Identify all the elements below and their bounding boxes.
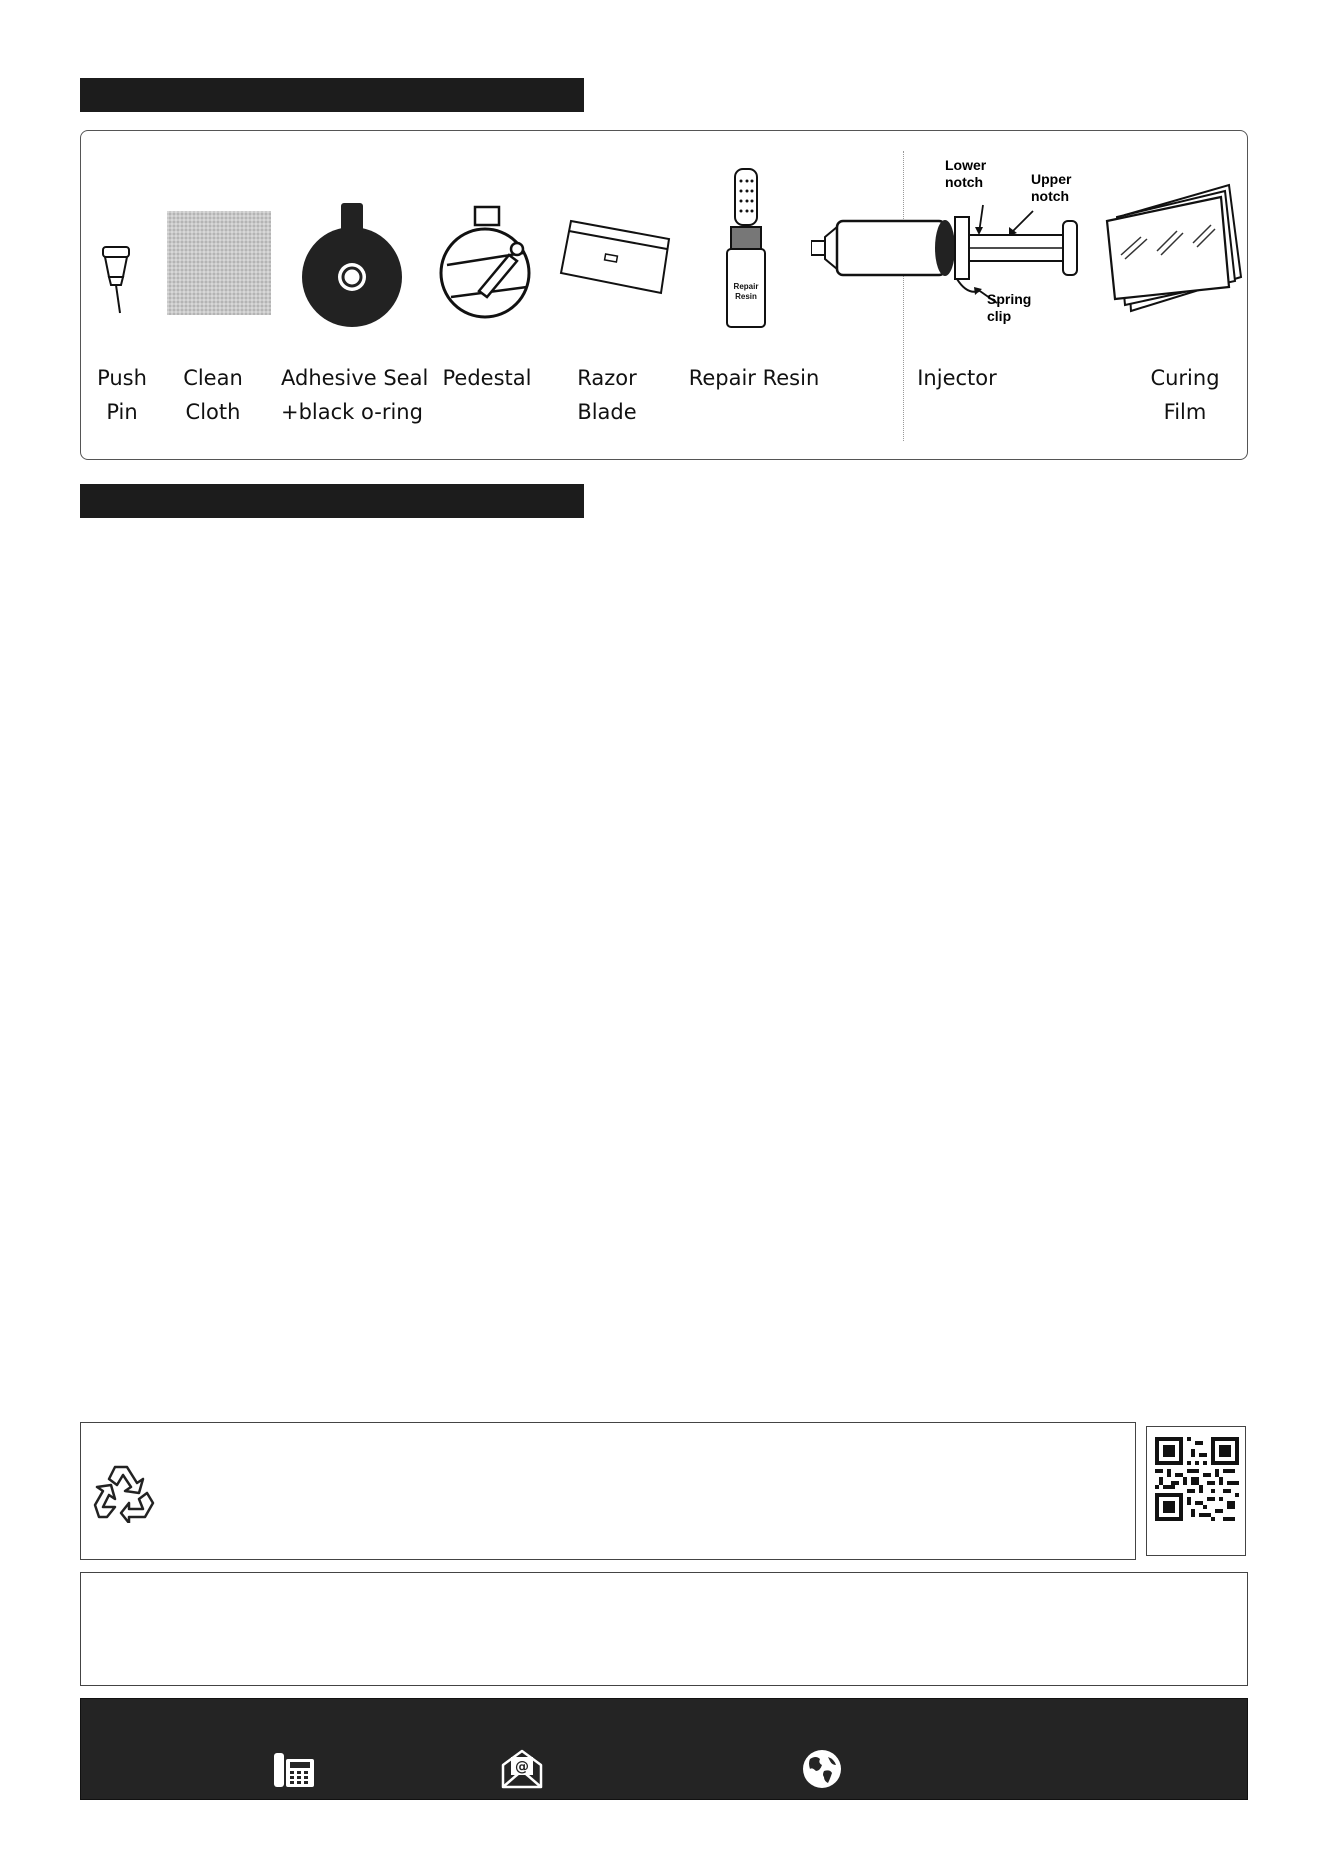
resin-label-line2: Resin <box>735 292 757 301</box>
part-label-curing-film <box>1135 361 1235 429</box>
section-header-bar-instructions <box>80 484 584 518</box>
clean-cloth-illustration <box>165 209 273 317</box>
parts-diagram-box <box>80 130 1248 460</box>
pedestal-illustration <box>439 203 539 327</box>
part-label-line1: Curing <box>1150 366 1220 390</box>
part-label-line2: Film <box>1163 400 1207 424</box>
callout-upper-notch <box>1031 171 1071 205</box>
adhesive-seal-illustration <box>299 201 407 329</box>
callout-lower-notch-line1: Lower <box>945 157 987 173</box>
part-label-line1: Repair Resin <box>688 366 820 390</box>
part-label-push-pin <box>83 361 161 429</box>
email-icon <box>501 1747 543 1789</box>
qr-code-icon <box>1155 1437 1239 1521</box>
callout-lower-notch-line2: notch <box>945 174 984 190</box>
callout-spring-clip <box>987 291 1031 325</box>
callout-upper-notch-line2: notch <box>1031 188 1070 204</box>
info-box <box>80 1572 1248 1686</box>
part-label-line1: Razor <box>577 366 637 390</box>
push-pin-illustration <box>93 241 139 321</box>
contact-bar <box>80 1698 1248 1800</box>
qr-code-box <box>1146 1426 1246 1556</box>
part-label-pedestal <box>437 361 537 395</box>
phone-icon <box>273 1749 315 1789</box>
part-label-repair-resin <box>681 361 827 395</box>
part-label-line1: Injector <box>917 366 997 390</box>
curing-film-illustration <box>1101 181 1245 317</box>
resin-label-line1: Repair <box>733 282 759 291</box>
part-label-line1: Clean <box>183 366 243 390</box>
part-label-injector <box>907 361 1007 395</box>
part-label-clean-cloth <box>171 361 255 429</box>
callout-spring-clip-line1: Spring <box>987 291 1032 307</box>
recycle-icon <box>93 1459 159 1523</box>
part-label-line2: Cloth <box>185 400 241 424</box>
callout-lower-notch <box>945 157 986 191</box>
part-label-adhesive-seal <box>281 361 427 429</box>
razor-blade-illustration <box>557 217 673 297</box>
injector-illustration <box>811 191 1151 321</box>
part-label-line1: Adhesive Seal <box>281 366 429 390</box>
recycling-notice-box <box>80 1422 1136 1560</box>
svg-text:@: @ <box>515 1759 529 1775</box>
part-label-line1: Pedestal <box>442 366 532 390</box>
section-header-bar-parts <box>80 78 584 112</box>
part-label-line1: Push <box>97 366 147 390</box>
part-label-razor-blade <box>565 361 649 429</box>
callout-spring-clip-line2: clip <box>987 308 1012 324</box>
part-label-line2: Blade <box>577 400 637 424</box>
part-label-line2: +black o-ring <box>281 400 423 424</box>
callout-upper-notch-line1: Upper <box>1031 171 1072 187</box>
repair-resin-bottle-illustration <box>721 167 773 331</box>
globe-icon <box>802 1749 842 1789</box>
part-label-line2: Pin <box>106 400 138 424</box>
